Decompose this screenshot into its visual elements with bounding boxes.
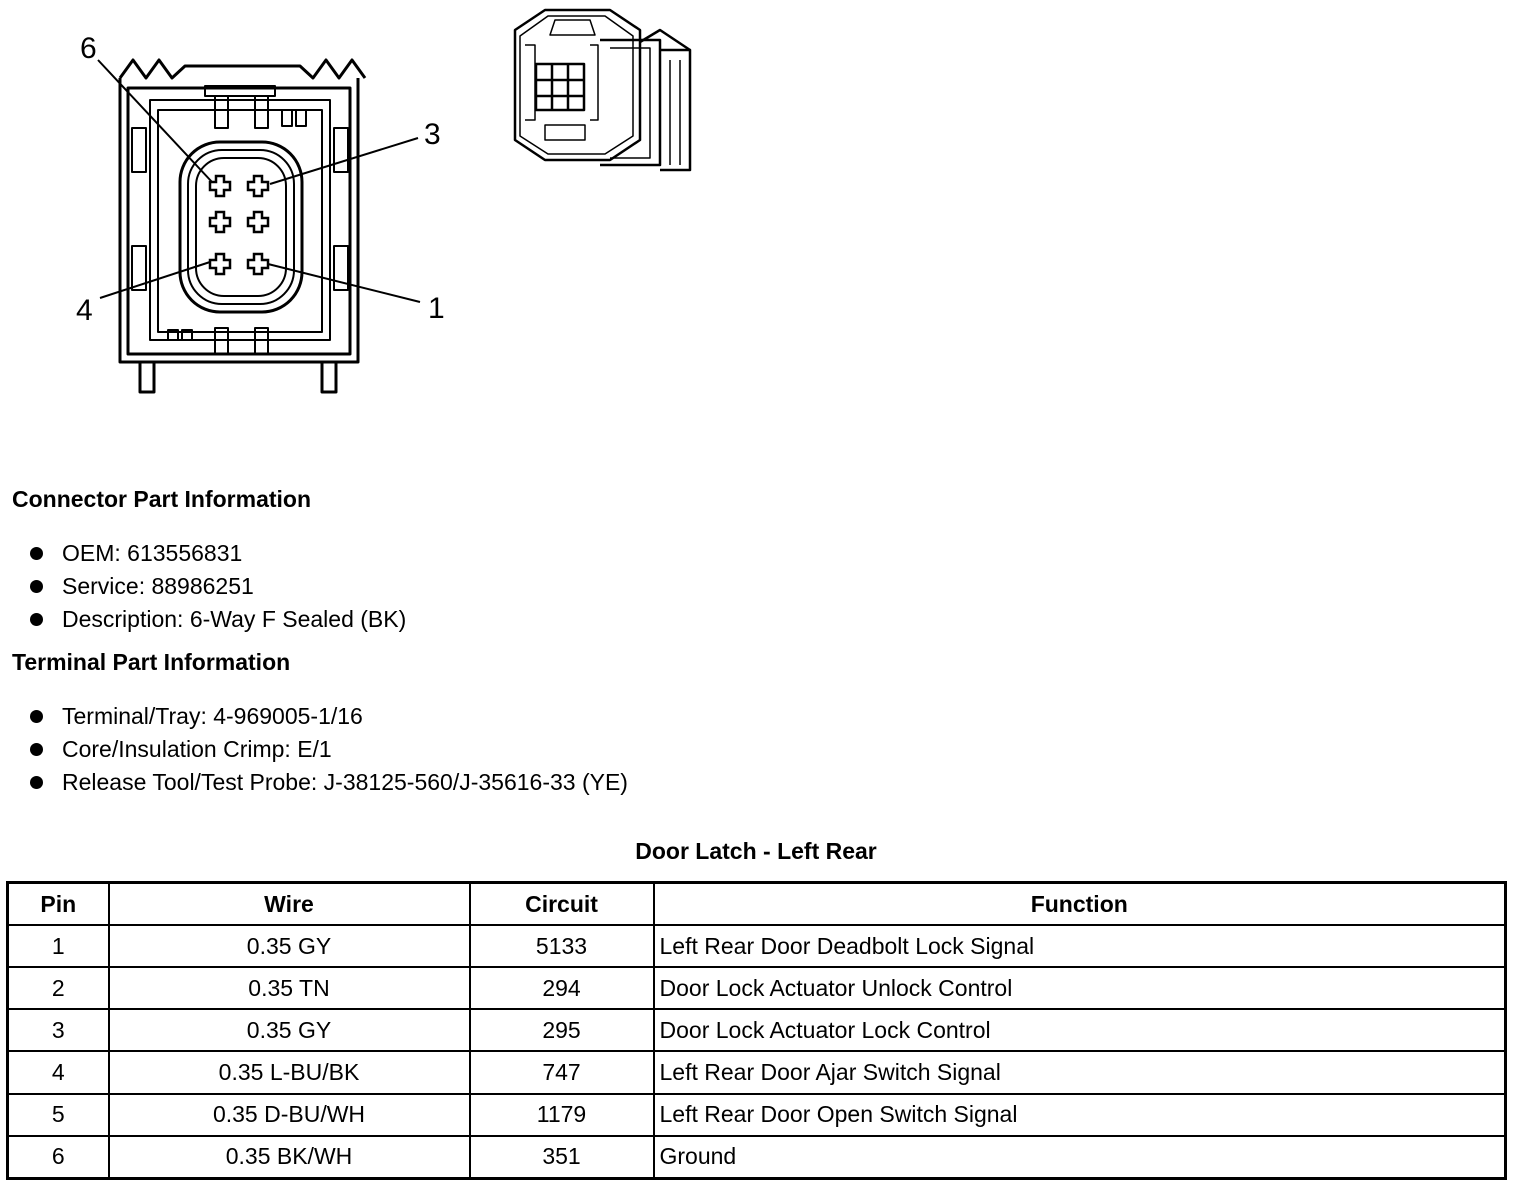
pin-cell: 3	[8, 1009, 109, 1051]
list-item: OEM: 613556831	[26, 537, 406, 570]
bullet-icon	[30, 710, 43, 723]
pin-cell: 4	[8, 1051, 109, 1093]
function-cell: Left Rear Door Deadbolt Lock Signal	[654, 925, 1506, 967]
pin-callout-6: 6	[80, 32, 97, 65]
function-cell: Ground	[654, 1136, 1506, 1179]
column-header-wire: Wire	[109, 883, 470, 926]
connector-info-list	[26, 537, 406, 636]
pin-cell: 1	[8, 925, 109, 967]
connector-3d-diagram	[505, 5, 705, 180]
column-header-pin: Pin	[8, 883, 109, 926]
pin-callout-3: 3	[424, 118, 441, 151]
pin-callout-4: 4	[76, 294, 93, 327]
function-cell: Left Rear Door Open Switch Signal	[654, 1094, 1506, 1136]
wire-cell: 0.35 GY	[109, 925, 470, 967]
table-row	[8, 967, 1506, 1009]
wire-cell: 0.35 L-BU/BK	[109, 1051, 470, 1093]
circuit-cell: 294	[470, 967, 654, 1009]
circuit-cell: 351	[470, 1136, 654, 1179]
circuit-cell: 295	[470, 1009, 654, 1051]
wire-cell: 0.35 BK/WH	[109, 1136, 470, 1179]
connector-info-heading: Connector Part Information	[12, 486, 312, 512]
list-item: Release Tool/Test Probe: J-38125-560/J-35616-33 (YE)	[26, 766, 628, 799]
bullet-icon	[30, 743, 43, 756]
table-header-row	[8, 883, 1506, 926]
list-item: Terminal/Tray: 4-969005-1/16	[26, 700, 628, 733]
pin-cell: 6	[8, 1136, 109, 1179]
circuit-cell: 747	[470, 1051, 654, 1093]
circuit-cell: 5133	[470, 925, 654, 967]
bullet-icon	[30, 547, 43, 560]
pin-cell: 2	[8, 967, 109, 1009]
connector-face-diagram	[60, 20, 480, 410]
bullet-icon	[30, 613, 43, 626]
column-header-function: Function	[654, 883, 1506, 926]
pin-callout-1: 1	[428, 292, 445, 325]
table-row	[8, 925, 1506, 967]
list-item: Description: 6-Way F Sealed (BK)	[26, 603, 406, 636]
list-item: Core/Insulation Crimp: E/1	[26, 733, 628, 766]
table-row	[8, 1009, 1506, 1051]
pin-cell: 5	[8, 1094, 109, 1136]
wire-cell: 0.35 D-BU/WH	[109, 1094, 470, 1136]
table-row	[8, 1094, 1506, 1136]
terminal-info-list	[26, 700, 628, 799]
circuit-cell: 1179	[470, 1094, 654, 1136]
function-cell: Left Rear Door Ajar Switch Signal	[654, 1051, 1506, 1093]
wire-cell: 0.35 TN	[109, 967, 470, 1009]
list-item: Service: 88986251	[26, 570, 406, 603]
function-cell: Door Lock Actuator Lock Control	[654, 1009, 1506, 1051]
pinout-table	[6, 881, 1507, 1180]
bullet-icon	[30, 776, 43, 789]
terminal-info-heading: Terminal Part Information	[12, 649, 291, 675]
column-header-circuit: Circuit	[470, 883, 654, 926]
table-title: Door Latch - Left Rear	[635, 838, 877, 864]
bullet-icon	[30, 580, 43, 593]
table-row	[8, 1051, 1506, 1093]
table-row	[8, 1136, 1506, 1179]
wire-cell: 0.35 GY	[109, 1009, 470, 1051]
function-cell: Door Lock Actuator Unlock Control	[654, 967, 1506, 1009]
